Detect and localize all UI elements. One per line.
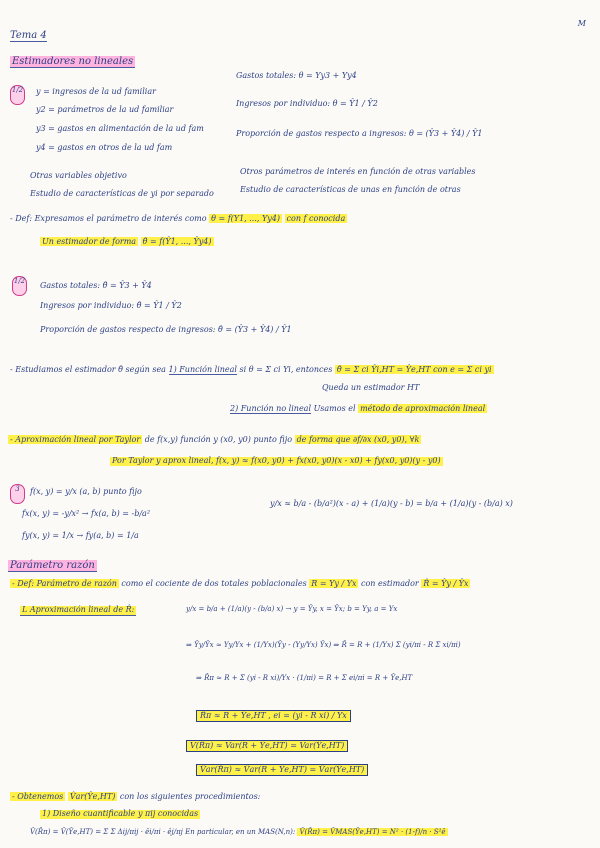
derivation-line: ⇒ R̂π ≈ R + Σ (yi - R xi)/Yx · (1/πi) = R + Σ ei/πi = R + Ŷe,HT (196, 674, 413, 682)
obtain-line (10, 793, 260, 802)
taylor-line (8, 436, 421, 445)
note-line: y/x ≈ b/a - (b/a²)(x - a) + (1/a)(y - b) = b/a + (1/a)(y - (b/a) x) (270, 499, 513, 508)
section-heading-nonlinear: Estimadores no lineales (12, 56, 134, 67)
example-marker-1: 1/2 (10, 85, 25, 105)
definition-text: con f conocida (286, 214, 346, 223)
obtain-case-1: 1) Diseño cuantificable y πij conocidas (42, 809, 199, 818)
study-text: si θ = Σ ci Yi, entonces (239, 365, 333, 374)
study-case: 2) Función no lineal (230, 404, 312, 413)
note-line: Proporción de gastos respecto de ingresos: θ̂ = (Ŷ3 + Ŷ4) / Ŷ1 (40, 325, 292, 334)
note-line: y3 = gastos en alimentación de la ud fam (36, 124, 204, 133)
note-line: y = ingresos de la ud familiar (36, 87, 156, 96)
example-marker-2: 1/2 (12, 276, 27, 296)
definition-line (10, 215, 347, 224)
result-box-variance: V(R̂π) ≈ Var(R + Ŷe,HT) = Var(Ŷe,HT) (186, 740, 348, 752)
taylor-text: de f(x,y) función y (x0, y0) punto fijo (144, 435, 293, 444)
study-method: método de aproximación lineal (360, 404, 486, 413)
definition-text: Un estimador de forma (42, 237, 137, 246)
linear-approx-title: L Aproximación lineal de R̂: (22, 605, 135, 614)
section-heading-ratio: Parámetro razón (10, 560, 95, 571)
note-line: fx(x, y) = -y/x² → fx(a, b) = -b/a² (22, 509, 151, 518)
result-box-linearization: R̂π ≈ R + Ŷe,HT , ei = (yi - R xi) / Yx (196, 710, 351, 722)
ratio-formula: R = Yy / Yx (311, 579, 357, 588)
study-case: 1) Función lineal (168, 365, 237, 374)
ratio-estimator: R̂ = Ŷy / Ŷx (423, 579, 469, 588)
note-line: f(x, y) = y/x (a, b) punto fijo (30, 487, 142, 496)
example-marker-3: 3 (10, 484, 25, 504)
page-number: M (577, 19, 586, 28)
note-line: y4 = gastos en otros de la ud fam (36, 143, 173, 152)
taylor-text: de forma que ∂f/∂x (x0, y0), ∀k (296, 435, 420, 444)
note-line: Otras variables objetivo (30, 171, 127, 180)
obtain-line (30, 829, 448, 837)
note-line: Gastos totales: θ̂ = Ŷ3 + Ŷ4 (40, 281, 152, 290)
obtain-formula: V̂(R̂π) = V̂(Ŷe,HT) = Σ Σ Δij/πij · êi/πi · êj/πj (30, 828, 183, 836)
obtain-text: - Obtenemos (12, 792, 64, 801)
study-formula: θ̂ = Σ ci Ŷi,HT = Ŷe,HT con e = Σ ci yi (336, 365, 492, 374)
note-line: fy(x, y) = 1/x → fy(a, b) = 1/a (22, 531, 139, 540)
note-line: y2 = parámetros de la ud familiar (36, 105, 174, 114)
taylor-title: - Aproximación lineal por Taylor (10, 435, 141, 444)
ratio-text: como el cociente de dos totales poblacionales (121, 579, 307, 588)
ratio-def: - Def: Parámetro de razón (12, 579, 117, 588)
note-line: Gastos totales: θ = Yy3 + Yy4 (236, 71, 357, 80)
definition-formula: θ̂ = f(Ŷ1, ..., Ŷy4) (142, 237, 212, 246)
definition-formula: θ = f(Y1, ..., Yy4) (211, 214, 280, 223)
ratio-line (10, 580, 470, 589)
obtain-text: con los siguientes procedimientos: (119, 792, 261, 801)
derivation-line: ⇒ Ŷy/Ŷx ≈ Yy/Yx + (1/Yx)(Ŷy - (Yy/Yx) Ŷx) ⇒ R̂ = R + (1/Yx) Σ (yi/πi - R Σ xi/πi) (186, 641, 461, 649)
note-line: Ingresos por individuo: θ = Ŷ1 / Ŷ2 (236, 99, 378, 108)
note-line: Proporción de gastos respecto a ingresos: θ = (Ŷ3 + Ŷ4) / Ŷ1 (236, 129, 483, 138)
study-line (230, 405, 487, 414)
ratio-text: con estimador (361, 579, 419, 588)
result-box-variance-estimator: V̂ar(R̂π) ≈ V̂ar(R + Ŷe,HT) = V̂ar(Ŷe,HT) (196, 764, 368, 776)
note-line: Otros parámetros de interés en función de otras variables (240, 167, 476, 176)
taylor-formula: Por Taylor y aprox lineal, f(x, y) ≈ f(x0, y0) + fx(x0, y0)(x - x0) + fy(x0, y0)(y - y0) (112, 456, 441, 465)
derivation-line: y/x = b/a + (1/a)(y - (b/a) x) → y = Ŷy, x = Ŷx; b = Yy, a = Yx (186, 605, 398, 613)
obtain-text: En particular, en un MAS(N,n): (185, 828, 296, 836)
study-text: - Estudiamos el estimador θ̂ según sea (10, 365, 166, 374)
note-line: Estudio de características de yi por separado (30, 189, 214, 198)
definition-line (40, 238, 214, 247)
note-line: Estudio de características de unas en función de otras (240, 185, 461, 194)
obtain-formula: V̂(R̂π) = V̂MAS(Ŷe,HT) = N² · (1-f)/n · S²ê (299, 828, 446, 836)
topic-heading: Tema 4 (10, 30, 47, 41)
note-line: Ingresos por individuo: θ̂ = Ŷ1 / Ŷ2 (40, 301, 182, 310)
obtain-formula: V̂ar(Ŷe,HT) (69, 792, 116, 801)
definition-text: - Def: Expresamos el parámetro de interés como (10, 214, 207, 223)
study-line (10, 366, 494, 375)
note-line: Queda un estimador HT (322, 383, 420, 392)
study-text: Usamos el (313, 404, 356, 413)
